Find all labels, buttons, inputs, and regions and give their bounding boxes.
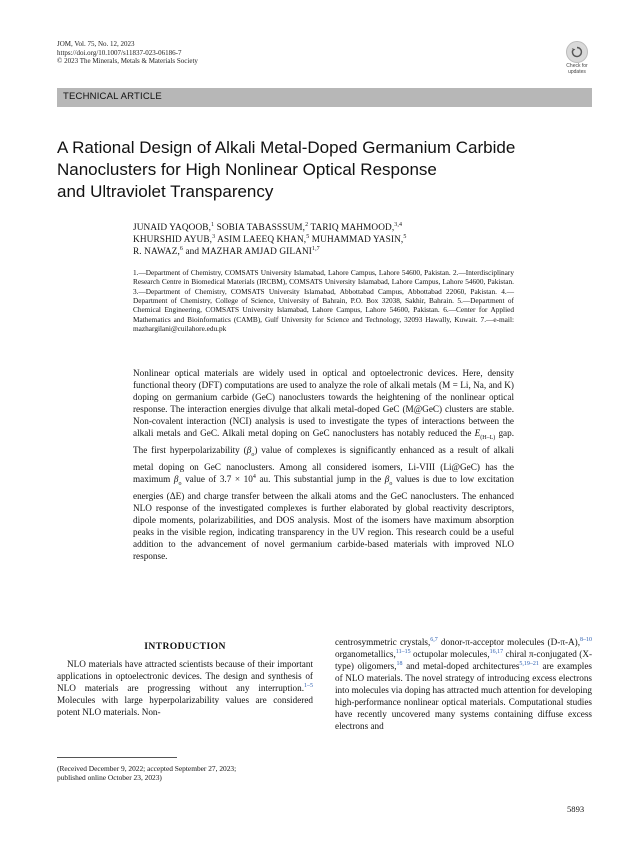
- abstract-text: Nonlinear optical materials are widely used in optical and optoelectronic devices. Here, density functional theory (DFT) computations are used to analyze the role of alkali metals (M = Li, Na, and K) doping on germanium carbide (GeC) nanoclusters towards the heightening of the nonlinear optical response. The interaction energies divulge that alkali metal-doped GeC (M@GeC) clusters are stable. Non-covalent interaction (NCI) analysis is used to investigate the types of interactions between the alkali metals and GeC. Alkali metal doping on GeC nanoclusters has notably reduced the: [133, 368, 514, 439]
- math-subscript: (H–L): [480, 435, 496, 442]
- citation-link[interactable]: 18: [396, 661, 403, 668]
- author: JUNAID YAQOOB,: [133, 223, 212, 233]
- citation-link[interactable]: 16,17: [489, 648, 504, 655]
- refresh-icon: [566, 41, 588, 63]
- article-type: TECHNICAL ARTICLE: [63, 91, 162, 102]
- section-banner: [57, 88, 592, 107]
- intro-text: octupolar molecules,: [413, 649, 490, 660]
- abstract-text: gap. The first hyperpolarizability (: [133, 428, 514, 456]
- author: KHURSHID AYUB,: [133, 235, 213, 246]
- intro-text: are examples of NLO materials. The novel strategy of introducing excess electrons into molecules via doping has attracted much attention for developing high-performance nonlinear optical materials. Computational studies have recently uncovered many systems containing diffuse excess electrons and: [335, 661, 592, 732]
- author: and MAZHAR AMJAD GILANI: [185, 247, 312, 258]
- math-symbol: β: [246, 445, 252, 456]
- author: TARIQ MAHMOOD,: [310, 223, 395, 233]
- intro-text: donor-π-acceptor molecules (D-π-A),: [440, 637, 581, 647]
- section-heading: INTRODUCTION: [144, 641, 226, 652]
- abstract-text: values is due to low excitation energies (ΔE) and charge transfer between the alkali atoms and the GeC nanoclusters. The enhanced NLO response of the investigated complexes is further elaborated by global reactivity descriptors, dipole moments, polarizabilities, and DOS analysis. Most of the isomers have maximum absorption peaks in the visible region, indicating transparency in the UV region. This research could be a useful addition to the advancement of novel germanium carbide-based materials with improved NLO response.: [133, 474, 515, 562]
- author-affil: 5: [403, 234, 407, 241]
- author-affil: 2: [305, 221, 309, 228]
- check-for-updates-badge[interactable]: [561, 41, 593, 73]
- citation-link[interactable]: 11–15: [395, 648, 411, 655]
- intro-text: centrosymmetric crystals,: [335, 637, 431, 647]
- author-affil: 6: [179, 246, 184, 253]
- intro-text: and metal-doped architectures: [406, 661, 520, 672]
- intro-column-right: [335, 636, 592, 732]
- citation-link[interactable]: 5,19–21: [519, 661, 539, 668]
- math-subscript: o: [389, 480, 393, 487]
- abstract: [133, 367, 514, 562]
- journal-volume: JOM, Vol. 75, No. 12, 2023: [57, 40, 135, 48]
- affiliations: 1.—Department of Chemistry, COMSATS University Islamabad, Lahore Campus, Lahore 54600, Pakistan. 2.—Interdisciplinary Research Centre in Biomedical Materials (IRCBM), COMSATS University Islamabad, Lahore Campus, Lahore 54600, Pakistan. 3.—Department of Chemistry, COMSATS University Islamabad, Abbottabad Campus, Abbottabad 22060, Pakistan. 4.—Department of Chemistry, College of Science, University of Bahrain, P.O. Box 32038, Sakhir, Bahrain. 5.—Department of Chemical Engineering, COMSATS University Islamabad, Lahore Campus, Lahore 54600, Pakistan. 6.—Center for Applied Mathematics and Bioinformatics (CAMB), Gulf University for Science and Technology, 32093 Hawally, Kuwait. 7.—e-mail: mazhargilani@cuilahore.edu.pk: [133, 268, 514, 334]
- math-superscript: 4: [252, 473, 256, 480]
- citation-link[interactable]: 6,7: [430, 636, 438, 643]
- received-dates: [57, 764, 236, 782]
- author: SOBIA TABASSSUM,: [216, 223, 306, 233]
- citation-link[interactable]: 1–5: [304, 683, 313, 690]
- page-number: 5893: [567, 804, 585, 814]
- title-line: and Ultraviolet Transparency: [57, 182, 274, 201]
- author-affil: 3,4: [394, 221, 403, 228]
- intro-text: NLO materials have attracted scientists because of their important applications in optoelectronic devices. The design and synthesis of NLO materials are progressing without any interruption.: [57, 659, 313, 694]
- received-line: published online October 23, 2023): [57, 773, 162, 783]
- math-symbol: β: [384, 474, 390, 485]
- intro-column-left: [57, 641, 313, 718]
- badge-label: updates: [568, 68, 586, 75]
- author-list: [133, 222, 513, 259]
- doi-link[interactable]: https://doi.org/10.1007/s11837-023-06186-7: [57, 48, 182, 57]
- math-symbol: E: [474, 428, 481, 439]
- intro-text: organometallics,: [335, 649, 396, 660]
- math-subscript: o: [178, 480, 182, 487]
- received-line: (Received December 9, 2022; accepted September 27, 2023;: [57, 764, 237, 773]
- author-affil: 3: [212, 234, 216, 241]
- title-line: A Rational Design of Alkali Metal-Doped Germanium Carbide: [57, 138, 516, 157]
- author-affil: 5: [306, 234, 310, 241]
- footnote-divider: [57, 757, 177, 758]
- author: MUHAMMAD YASIN,: [311, 235, 404, 246]
- math-subscript: o: [251, 451, 255, 458]
- abstract-text: value of 3.7 × 10: [185, 474, 253, 485]
- math-symbol: β: [173, 474, 179, 485]
- intro-paragraph: [57, 658, 313, 718]
- article-title: [57, 137, 592, 203]
- intro-text: Molecules with large hyperpolarizability values are considered potent NLO materials. Non-: [57, 695, 313, 718]
- author: R. NAWAZ,: [133, 247, 180, 258]
- badge-label: Check for: [566, 63, 588, 69]
- journal-info: [57, 40, 198, 66]
- author-affil: 1,7: [311, 246, 320, 253]
- author: ASIM LAEEQ KHAN,: [217, 235, 307, 246]
- author-affil: 1: [211, 221, 215, 228]
- citation-link[interactable]: 8–10: [580, 636, 593, 643]
- copyright: © 2023 The Minerals, Metals & Materials Society: [57, 57, 198, 66]
- intro-text: chiral π-conjugated (X-type) oligomers,: [335, 649, 593, 672]
- abstract-text: ) value of complexes is significantly enhanced as a result of alkali metal doping on GeC nanoclusters. Among all considered isomers, Li-VIII (Li@GeC) has the maximum: [133, 445, 514, 485]
- abstract-text: au. This substantial jump in the: [259, 474, 382, 485]
- title-line: Nanoclusters for High Nonlinear Optical Response: [57, 160, 437, 179]
